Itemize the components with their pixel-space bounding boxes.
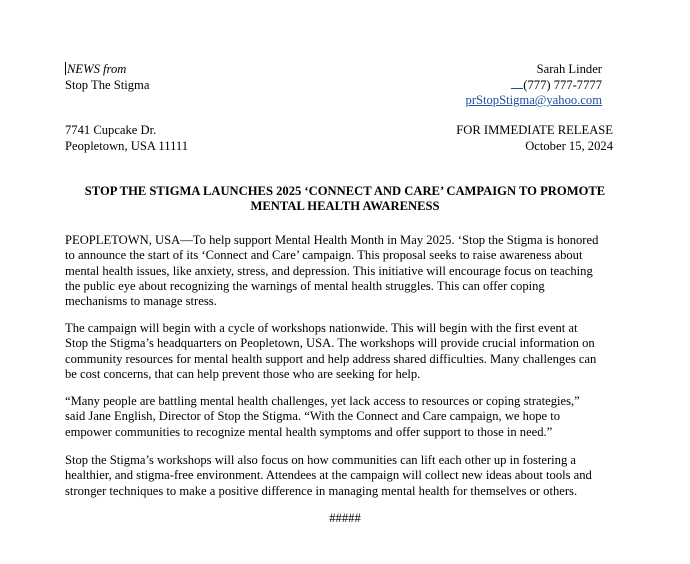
paragraph-line: stronger techniques to make a positive difference in managing mental health for themselves or others. xyxy=(65,483,578,498)
headline-line-1: STOP THE STIGMA LAUNCHES 2025 ‘CONNECT AND CARE’ CAMPAIGN TO PROMOTE xyxy=(84,184,606,198)
paragraph-line: PEOPLETOWN, USA—To help support Mental Health Month in May 2025. ‘Stop the Stigma is honored xyxy=(65,233,599,247)
paragraph-4 xyxy=(65,453,625,499)
release-label: FOR IMMEDIATE RELEASE xyxy=(456,123,613,137)
paragraph-line: said Jane English, Director of Stop the Stigma. “With the Connect and Care campaign, we hope to xyxy=(65,409,561,424)
paragraph-line: the public eye about recognizing the warnings of mental health struggles. This can offer coping xyxy=(65,278,545,293)
paragraph-line: healthier, and stigma-free environment. Attendees at the campaign will collect new ideas about tools and xyxy=(65,468,592,483)
paragraph-line: be cost concerns, that can help prevent those who are seeking for help. xyxy=(65,366,421,381)
end-mark: ##### xyxy=(329,511,361,525)
paragraph-1 xyxy=(65,233,625,309)
news-from-label: NEWS from xyxy=(67,62,127,76)
contact-phone: (777) 777-7777 xyxy=(511,78,602,93)
address-line-2: Peopletown, USA 11111 xyxy=(65,139,189,153)
contact-name: Sarah Linder xyxy=(536,62,602,76)
paragraph-line: mental health issues, like anxiety, stress, and depression. This initiative will encourage focus on teaching xyxy=(65,263,593,278)
headline-line-2: MENTAL HEALTH AWARENESS xyxy=(250,199,440,213)
release-date: October 15, 2024 xyxy=(525,139,613,153)
address-line-1: 7741 Cupcake Dr. xyxy=(65,123,157,137)
text-cursor xyxy=(65,62,66,75)
paragraph-line: The campaign will begin with a cycle of workshops nationwide. This will begin with the first event at xyxy=(65,321,578,335)
paragraph-3 xyxy=(65,394,625,440)
phone-underline xyxy=(511,78,523,89)
paragraph-line: empower communities to recognize mental health symptoms and offer support to those in need.” xyxy=(65,424,553,439)
paragraph-line: “Many people are battling mental health challenges, yet lack access to resources or coping strategies,” xyxy=(65,394,580,408)
paragraph-2 xyxy=(65,321,625,382)
paragraph-line: to announce the start of its ‘Connect and Care’ campaign. This proposal seeks to raise awareness about xyxy=(65,248,583,263)
paragraph-line: community resources for mental health support and help address shared difficulties. Many challenges can xyxy=(65,351,597,366)
organization-name: Stop The Stigma xyxy=(65,78,150,92)
paragraph-line: mechanisms to manage stress. xyxy=(65,294,217,309)
contact-email-link[interactable]: prStopStigma@yahoo.com xyxy=(465,93,602,107)
headline xyxy=(40,184,650,214)
paragraph-line: Stop the Stigma’s workshops will also focus on how communities can lift each other up in fostering a xyxy=(65,453,577,467)
paragraph-line: Stop the Stigma’s headquarters on Peopletown, USA. The workshops will provide crucial information on xyxy=(65,336,595,351)
